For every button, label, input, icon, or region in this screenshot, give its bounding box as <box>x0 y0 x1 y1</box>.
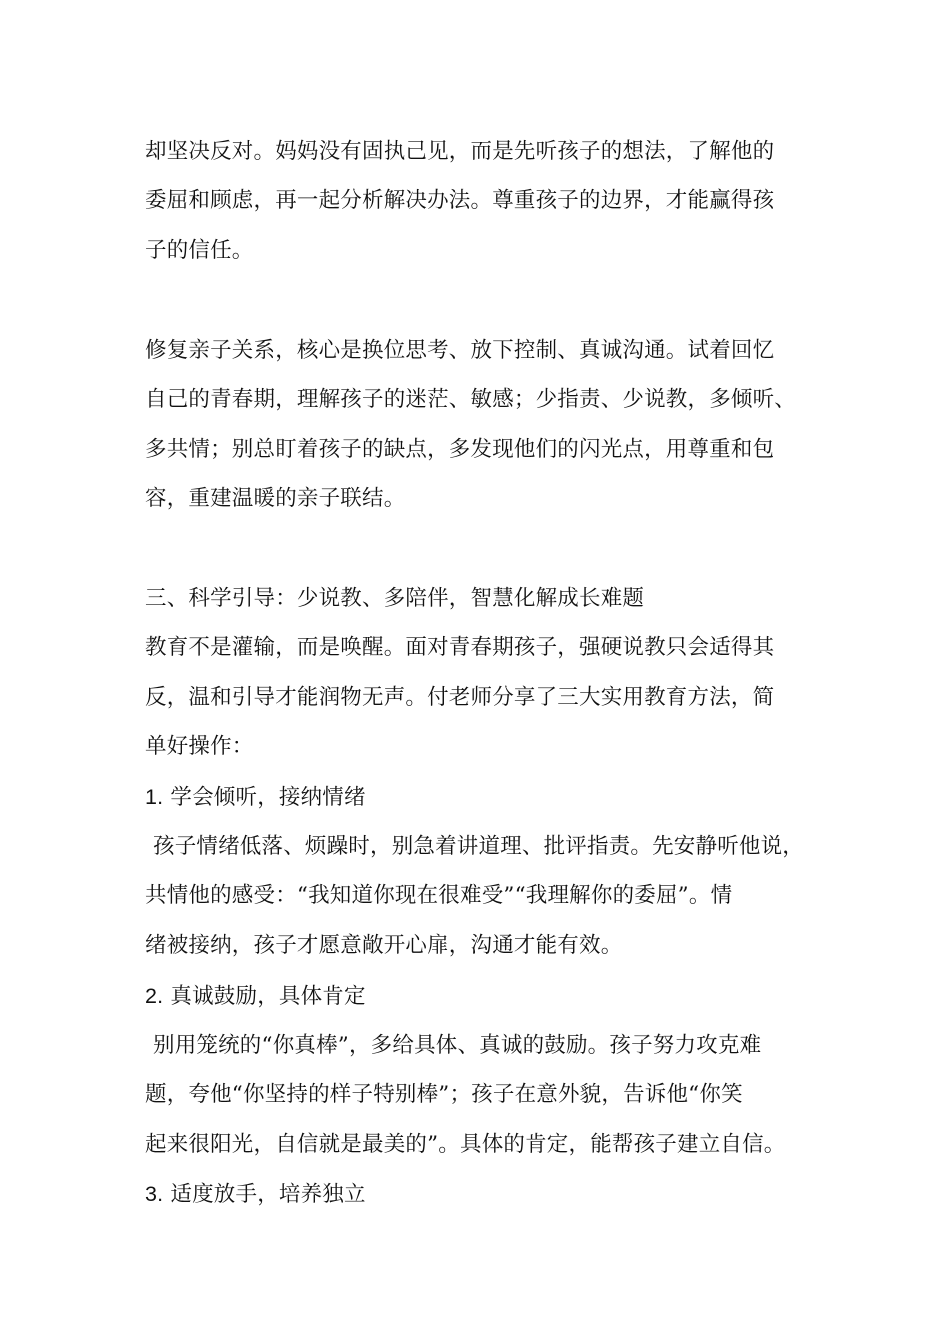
paragraph-line: 起来很阳光，自信就是最美的”。具体的肯定，能帮孩子建立自信。 <box>145 1132 786 1157</box>
paragraph-line: 容，重建温暖的亲子联结。 <box>145 486 406 511</box>
method-number: 1. <box>145 785 164 809</box>
method-number: 2. <box>145 984 164 1008</box>
paragraph-line: 多共情；别总盯着孩子的缺点，多发现他们的闪光点，用尊重和包 <box>145 437 775 462</box>
section-heading: 三、科学引导：少说教、多陪伴，智慧化解成长难题 <box>145 586 645 611</box>
paragraph-line: 教育不是灌输，而是唤醒。面对青春期孩子，强硬说教只会适得其 <box>145 635 775 660</box>
method-title-text: 适度放手，培养独立 <box>170 1182 366 1207</box>
method-title-text: 真诚鼓励，具体肯定 <box>170 984 366 1009</box>
paragraph-line: 委屈和顾虑，再一起分析解决办法。尊重孩子的边界，才能赢得孩 <box>145 188 775 213</box>
paragraph-line: 孩子情绪低落、烦躁时，别急着讲道理、批评指责。先安静听他说， <box>153 834 805 859</box>
paragraph-line: 别用笼统的“你真棒”，多给具体、真诚的鼓励。孩子努力攻克难 <box>153 1033 762 1058</box>
paragraph-line: 共情他的感受：“我知道你现在很难受”“我理解你的委屈”。情 <box>145 883 733 908</box>
paragraph-line: 题，夸他“你坚持的样子特别棒”；孩子在意外貌，告诉他“你笑 <box>145 1082 743 1107</box>
method-number: 3. <box>145 1182 164 1206</box>
paragraph-line: 单好操作： <box>145 734 254 759</box>
paragraph-line: 绪被接纳，孩子才愿意敞开心扉，沟通才能有效。 <box>145 933 623 958</box>
paragraph-line: 自己的青春期，理解孩子的迷茫、敏感；少指责、少说教，多倾听、 <box>145 387 797 412</box>
method-title <box>145 981 366 1012</box>
paragraph-line: 子的信任。 <box>145 238 254 263</box>
method-title <box>145 1179 366 1210</box>
paragraph-line: 修复亲子关系，核心是换位思考、放下控制、真诚沟通。试着回忆 <box>145 338 775 363</box>
paragraph-line: 却坚决反对。妈妈没有固执己见，而是先听孩子的想法，了解他的 <box>145 139 775 164</box>
method-title <box>145 782 366 813</box>
paragraph-line: 反，温和引导才能润物无声。付老师分享了三大实用教育方法，简 <box>145 685 775 710</box>
method-title-text: 学会倾听，接纳情绪 <box>170 785 366 810</box>
